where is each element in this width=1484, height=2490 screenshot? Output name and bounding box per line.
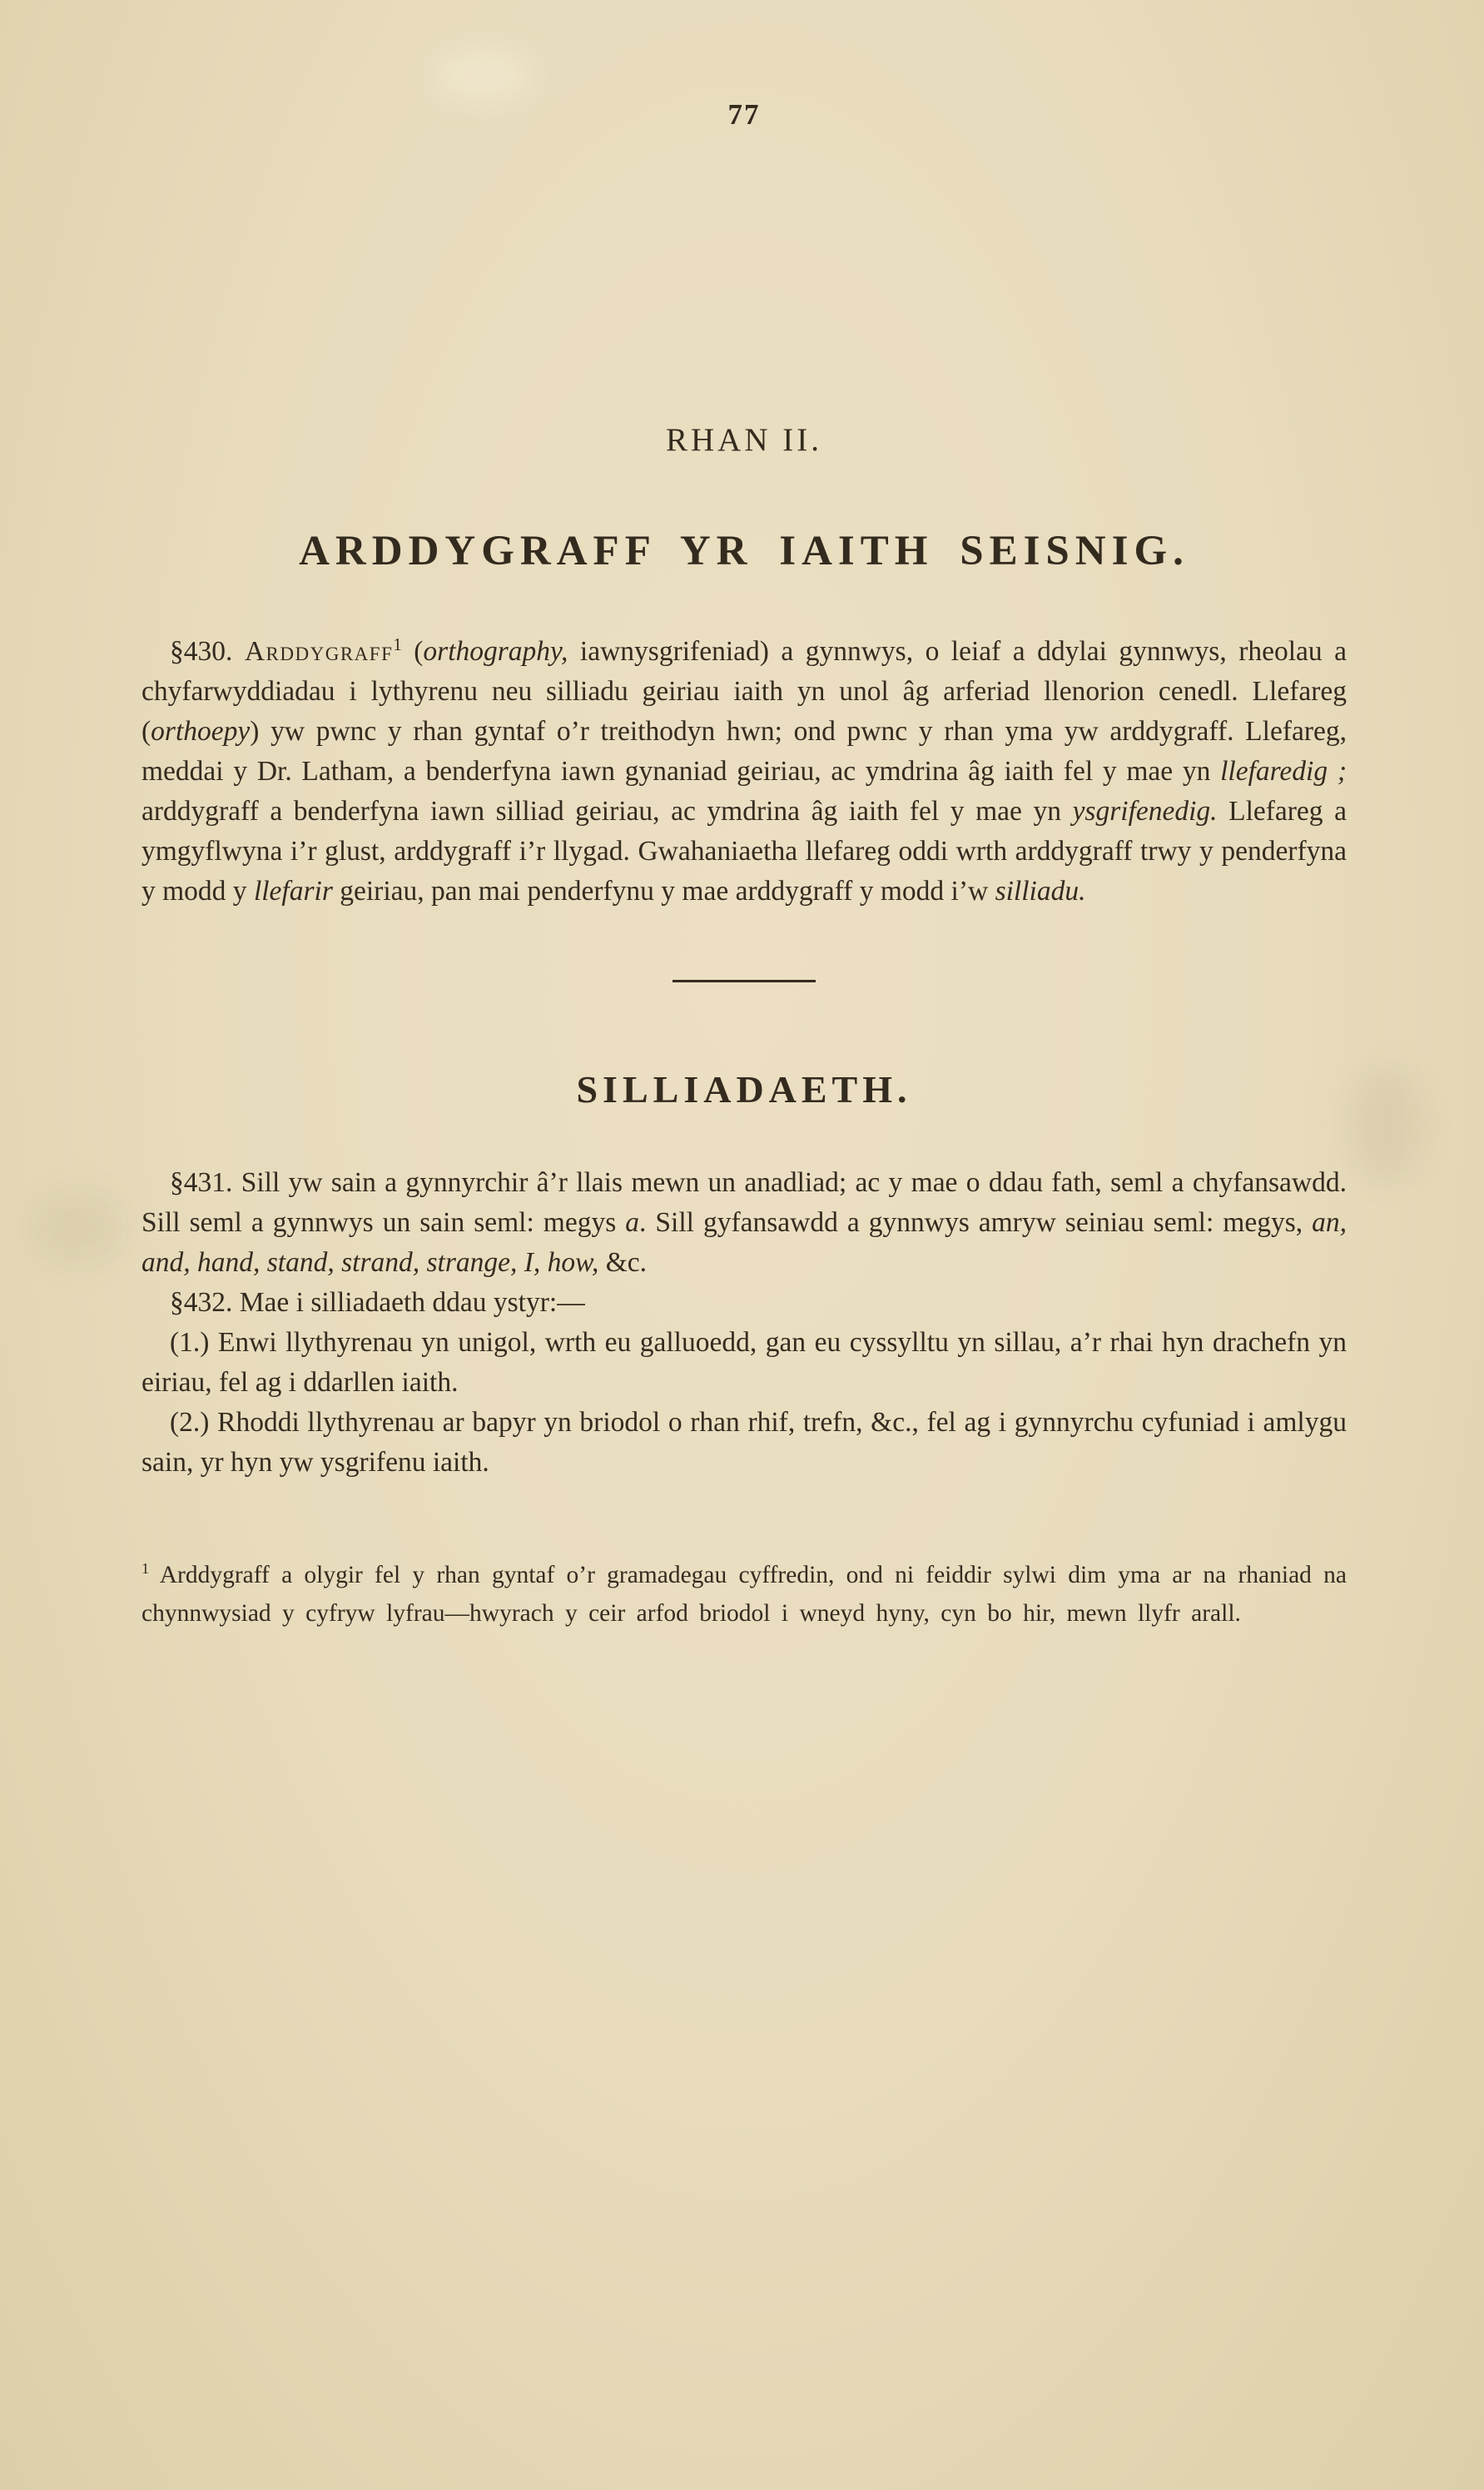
paragraph-432: §432. Mae i silliadaeth ddau ystyr:— <box>170 1287 585 1318</box>
part-heading: RHAN II. <box>666 422 822 458</box>
list-item-1: (1.) Enwi llythyrenau yn unigol, wrth eu galluoedd, gan eu cyssylltu yn sillau, a’r rhai hyn drachefn yn eiriau, fel ag i ddarllen iaith. <box>141 1327 1347 1398</box>
footnote: $^1$ Arddygraff a olygir fel y rhan gyntaf o’r gramadegau cyffredin, ond ni feiddir sylwi dim yma ar na rhaniad na chynnwysiad y cyfryw lyfrau—hwyrach y ceir arfod briodol i wneyd hyny, cyn bo hir, mewn llyfr arall. <box>141 1560 1347 1627</box>
section-heading: SILLIADAETH. <box>576 1068 912 1111</box>
paragraph-431: §431. Sill yw sain a gynnyrchir â’r llais mewn un anadliad; ac y mae o ddau fath, seml a chyfansawdd. Sill seml a gynnwys un sain seml: megys a. Sill gyfansawdd a gynnwys amryw seiniau seml: megys, an, and, hand, stand, strand, strange, I, how, &c. <box>141 1167 1347 1278</box>
section-divider <box>673 980 816 982</box>
list-item-2: (2.) Rhoddi llythyrenau ar bapyr yn briodol o rhan rhif, trefn, &c., fel ag i gynnyrchu cyfuniad i amlygu sain, yr hyn yw ysgrifenu iaith. <box>141 1407 1347 1478</box>
page-title: ARDDYGRAFF YR IAITH SEISNIG. <box>299 528 1189 574</box>
paragraph-430: §430. Arddygraff$^1$ (orthography, iawnysgrifeniad) a gynnwys, o leiaf a ddylai gynnwys, rheolau a chyfarwyddiadau i lythyrenu neu silliadu geiriau iaith yn unol âg arferiad llenorion cenedl. Llefareg (orthoepy) yw pwnc y rhan gyntaf o’r treithodyn hwn; ond pwnc y rhan yma yw arddygraff. Llefareg, meddai y Dr. Latham, a benderfyna iawn gynaniad geiriau, ac ymdrina âg iaith fel y mae yn llefaredig ; arddygraff a benderfyna iawn silliad geiriau, ac ymdrina âg iaith fel y mae yn ysgrifenedig. Llefareg a ymgyflwyna i’r glust, arddygraff i’r llygad. Gwahaniaetha llefareg oddi wrth arddygraff trwy y penderfyna y modd y llefarir geiriau, pan mai penderfynu y mae arddygraff y modd i’w silliadu. <box>141 634 1348 907</box>
page-number: 77 <box>727 98 761 131</box>
